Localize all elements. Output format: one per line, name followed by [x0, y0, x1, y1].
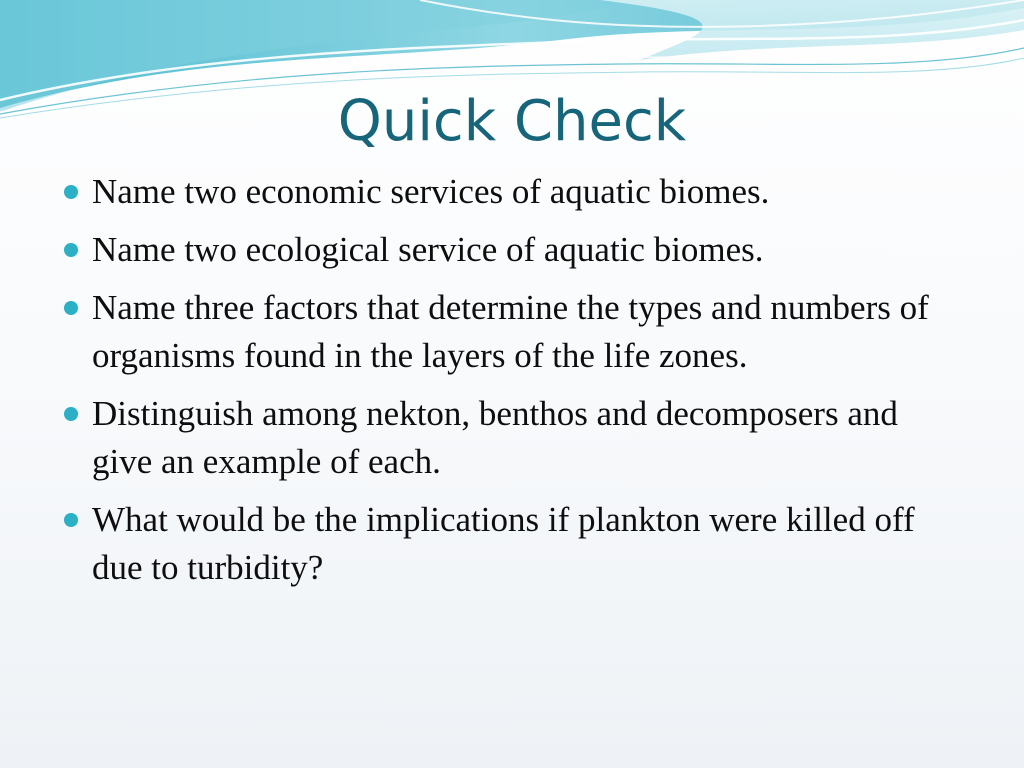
bullet-text: Name three factors that determine the types and numbers of organisms found in the layers of the life zones.	[92, 288, 929, 375]
bullet-icon	[64, 185, 78, 199]
bullet-icon	[64, 513, 78, 527]
bullet-icon	[64, 243, 78, 257]
bullet-text: Name two ecological service of aquatic biomes.	[92, 230, 764, 269]
bullet-list	[64, 168, 964, 602]
list-item	[64, 496, 964, 592]
bullet-text: Distinguish among nekton, benthos and decomposers and give an example of each.	[92, 394, 898, 481]
bullet-icon	[64, 301, 78, 315]
bullet-text: Name two economic services of aquatic biomes.	[92, 172, 770, 211]
list-item	[64, 390, 964, 486]
bullet-text: What would be the implications if plankton were killed off due to turbidity?	[92, 500, 915, 587]
bullet-icon	[64, 407, 78, 421]
list-item	[64, 226, 964, 274]
list-item	[64, 168, 964, 216]
list-item	[64, 284, 964, 380]
slide-title: Quick Check	[337, 89, 687, 154]
